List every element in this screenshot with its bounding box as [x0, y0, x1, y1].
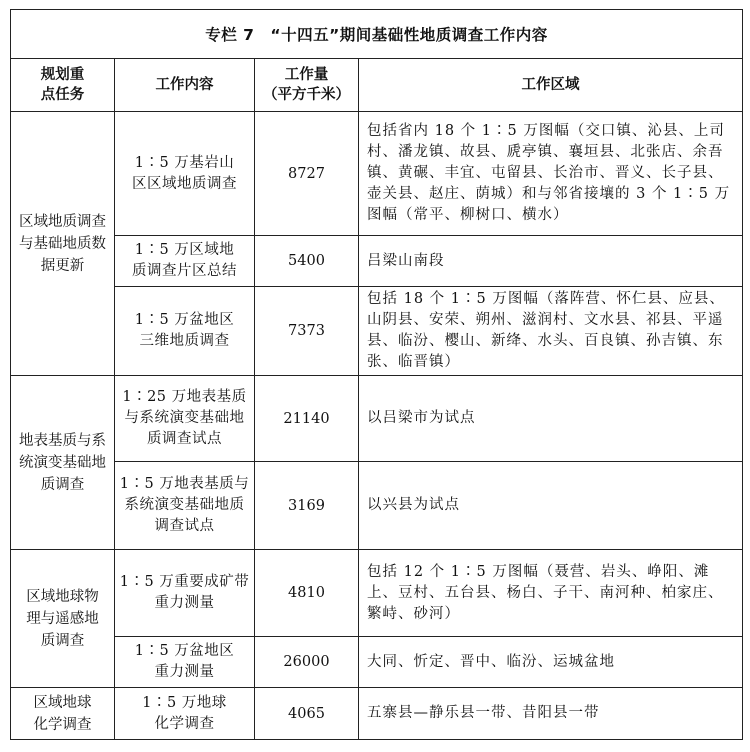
- qty-cell: 4065: [255, 688, 359, 740]
- document-page: [10, 9, 743, 740]
- qty-cell: 21140: [255, 376, 359, 462]
- area-cell: 大同、忻定、晋中、临汾、运城盆地: [359, 637, 743, 688]
- header-content: 工作内容: [115, 59, 255, 112]
- content-cell: 1∶5 万地球化学调查: [115, 688, 255, 740]
- task-cell: 区域地球物理与遥感地质调查: [11, 550, 115, 688]
- area-cell: 吕梁山南段: [359, 236, 743, 287]
- area-cell: 五寨县—静乐县一带、昔阳县一带: [359, 688, 743, 740]
- qty-cell: 5400: [255, 236, 359, 287]
- table-row: [11, 637, 743, 688]
- content-cell: 1∶5 万区域地质调查片区总结: [115, 236, 255, 287]
- area-cell: 包括省内 18 个 1∶5 万图幅（交口镇、沁县、上司村、潘龙镇、故县、虒亭镇、襄垣县、北张店、余吾镇、黄碾、丰宜、屯留县、长治市、晋义、长子县、壶关县、赵庄、荫城）和与邻省接壤的 3 个 1∶5 万图幅（常平、柳树口、横水）: [359, 112, 743, 236]
- area-cell: 包括 18 个 1∶5 万图幅（落阵营、怀仁县、应县、山阴县、安荣、朔州、滋润村、文水县、祁县、平遥县、临汾、樱山、新绛、水头、百良镇、孙吉镇、东张、临晋镇）: [359, 287, 743, 376]
- header-task: 规划重 点任务: [11, 59, 115, 112]
- table-row: [11, 550, 743, 637]
- area-cell: 包括 12 个 1∶5 万图幅（聂营、岩头、峥阳、滩上、豆村、五台县、杨白、子干、南河种、柏家庄、繁峙、砂河）: [359, 550, 743, 637]
- qty-cell: 26000: [255, 637, 359, 688]
- table-row: [11, 236, 743, 287]
- content-cell: 1∶25 万地表基质与系统演变基础地质调查试点: [115, 376, 255, 462]
- content-cell: 1∶5 万盆地区三维地质调查: [115, 287, 255, 376]
- qty-cell: 7373: [255, 287, 359, 376]
- table-row: [11, 376, 743, 462]
- qty-cell: 3169: [255, 462, 359, 550]
- table-row: [11, 287, 743, 376]
- content-cell: 1∶5 万重要成矿带重力测量: [115, 550, 255, 637]
- header-area: 工作区域: [359, 59, 743, 112]
- work-content-table: [10, 9, 743, 740]
- qty-cell: 4810: [255, 550, 359, 637]
- content-cell: 1∶5 万地表基质与系统演变基础地质调查试点: [115, 462, 255, 550]
- title-row: [11, 10, 743, 59]
- table-row: [11, 112, 743, 236]
- task-cell: 区域地质调查与基础地质数据更新: [11, 112, 115, 376]
- content-cell: 1∶5 万盆地区重力测量: [115, 637, 255, 688]
- task-cell: 地表基质与系统演变基础地质调查: [11, 376, 115, 550]
- table-row: [11, 462, 743, 550]
- table-row: [11, 688, 743, 740]
- table-title: 专栏 7 “十四五”期间基础性地质调查工作内容: [11, 10, 743, 59]
- header-row: [11, 59, 743, 112]
- task-cell: 区域地球化学调查: [11, 688, 115, 740]
- content-cell: 1∶5 万基岩山区区域地质调查: [115, 112, 255, 236]
- qty-cell: 8727: [255, 112, 359, 236]
- area-cell: 以吕梁市为试点: [359, 376, 743, 462]
- area-cell: 以兴县为试点: [359, 462, 743, 550]
- header-qty: 工作量 （平方千米）: [255, 59, 359, 112]
